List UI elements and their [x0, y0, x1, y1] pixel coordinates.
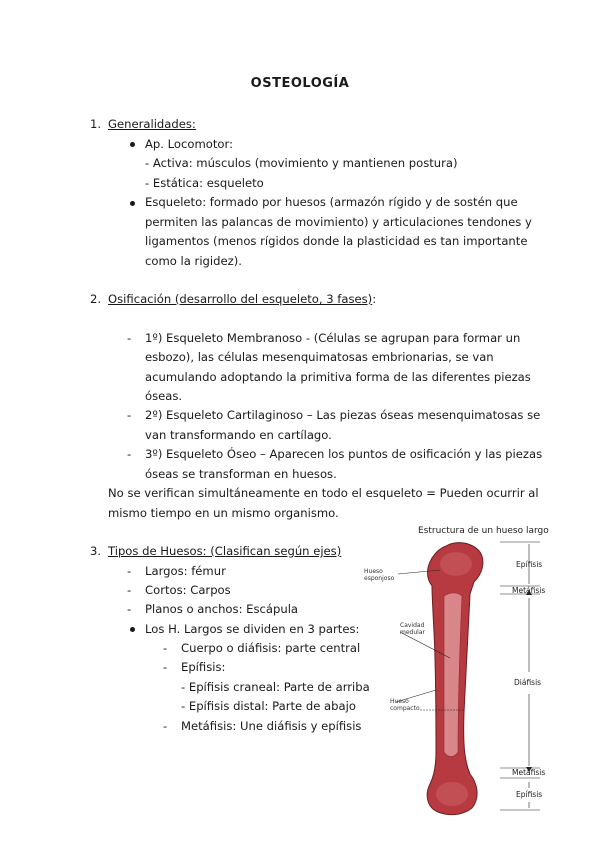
esqueleto-line-4: como la rigidez).	[145, 254, 242, 268]
dash: -	[163, 641, 168, 655]
esqueleto-line-1: Esqueleto: formado por huesos (armazón rígido y de sostén que	[145, 195, 518, 209]
note-line-1: No se verifican simultáneamente en todo el esqueleto = Pueden ocurrir al	[108, 486, 539, 500]
section2-number: 2.	[90, 292, 102, 306]
hlargos-item: Los H. Largos se dividen en 3 partes:	[145, 622, 360, 636]
metafisis-item: Metáfisis: Une diáfisis y epífisis	[181, 719, 362, 733]
phase3-line-1: 3º) Esqueleto Óseo – Aparecen los puntos de osificación y las piezas	[145, 447, 543, 461]
bone-figure	[360, 522, 549, 822]
label-epifisis-bottom: Epífisis	[516, 790, 543, 799]
largos-item: Largos: fémur	[145, 564, 226, 578]
label-line: esponjoso	[364, 575, 395, 582]
activa-item: - Activa: músculos (movimiento y mantienen postura)	[145, 156, 458, 170]
label-cavidad-medular	[400, 622, 425, 636]
cortos-item: Cortos: Carpos	[145, 583, 231, 597]
spongy-top	[440, 552, 472, 576]
dash: -	[127, 331, 132, 345]
planos-item: Planos o anchos: Escápula	[145, 602, 299, 616]
bullet	[130, 142, 135, 147]
label-line: compacto	[390, 705, 420, 712]
phase1-line-4: óseas.	[145, 389, 183, 403]
dash: -	[163, 660, 168, 674]
cuerpo-item: Cuerpo o diáfisis: parte central	[181, 641, 361, 655]
label-epifisis-top: Epífisis	[516, 560, 543, 569]
label-hueso-compacto	[390, 698, 420, 712]
phase1-line-3: acumulando adoptando la primitiva forma de las diferentes piezas	[145, 370, 531, 384]
label-metafisis-bottom: Metáfisis	[512, 768, 546, 777]
label-hueso-esponjoso	[364, 568, 394, 582]
phase3-line-2: óseas se transforman en huesos.	[145, 467, 337, 481]
bone-illustration	[360, 522, 543, 822]
esqueleto-line-2: permiten las palancas de movimiento) y articulaciones tendones y	[145, 215, 532, 229]
dash: -	[127, 408, 132, 422]
label-metafisis-top: Metáfisis	[512, 586, 546, 595]
section3-number: 3.	[90, 544, 102, 558]
phase2-line-1: 2º) Esqueleto Cartilaginoso – Las piezas óseas mesenquimatosas se	[145, 408, 541, 422]
bullet	[130, 201, 135, 206]
note-line-2: mismo tiempo en un mismo organismo.	[108, 506, 339, 520]
section3-heading: Tipos de Huesos: (Clasifican según ejes)	[108, 544, 342, 558]
page-title: OSTEOLOGÍA	[250, 76, 350, 91]
dash: -	[127, 564, 132, 578]
section2-heading: Osificación (desarrollo del esqueleto, 3 fases)	[108, 292, 373, 306]
label-line: medular	[400, 629, 425, 636]
ep-craneal-item: - Epífisis craneal: Parte de arriba	[181, 680, 370, 694]
label-diafisis: Diáfisis	[514, 678, 542, 687]
ep-distal-item: - Epífisis distal: Parte de abajo	[181, 699, 356, 713]
label-line: Hueso	[390, 698, 409, 705]
label-line: Cavidad	[400, 622, 425, 629]
spongy-bottom	[436, 782, 468, 806]
label-line: Hueso	[364, 568, 383, 575]
phase1-line-2: esbozo), las células mesenquimatosas embrionarias, se van	[145, 350, 494, 364]
section1-heading: Generalidades:	[108, 117, 196, 131]
estatica-item: - Estática: esqueleto	[145, 176, 264, 190]
figure-title: Estructura de un hueso largo	[418, 526, 549, 536]
section2-heading-colon: :	[372, 292, 377, 306]
epifisis-item: Epífisis:	[181, 660, 226, 674]
dash: -	[127, 583, 132, 597]
dash: -	[163, 719, 168, 733]
dash: -	[127, 602, 132, 616]
section1-number: 1.	[90, 117, 102, 131]
esqueleto-line-3: ligamentos (menos rígidos donde la plasticidad es tan importante	[145, 234, 528, 248]
bullet	[130, 627, 135, 632]
dash: -	[127, 447, 132, 461]
section2-heading-wrap	[108, 290, 376, 310]
phase1-line-1: 1º) Esqueleto Membranoso - (Células se agrupan para formar un	[145, 331, 521, 345]
phase2-line-2: van transformando en cartílago.	[145, 428, 332, 442]
locomotor-item: Ap. Locomotor:	[145, 137, 233, 151]
